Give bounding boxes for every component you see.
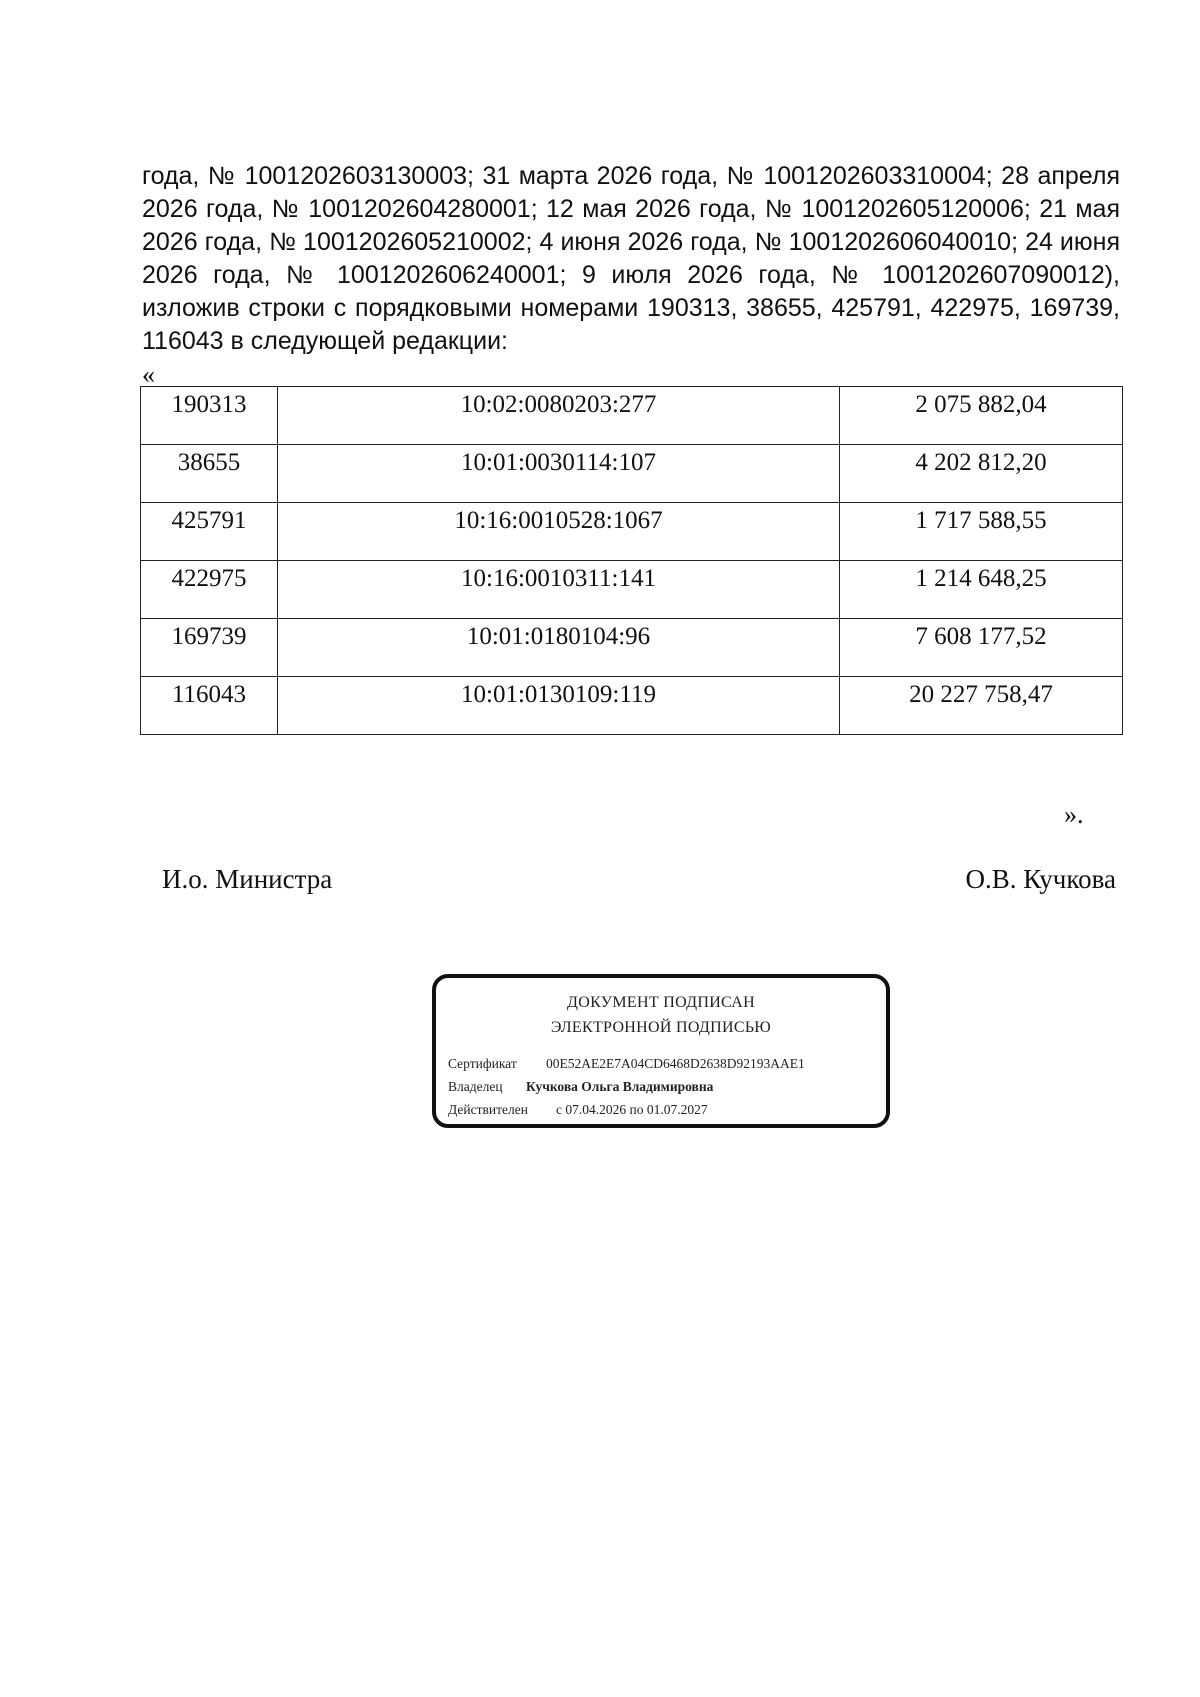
signatory-title: И.о. Министра xyxy=(162,864,333,894)
table-row xyxy=(141,503,1123,561)
stamp-heading-line1: ДОКУМЕНТ ПОДПИСАН xyxy=(567,994,755,1011)
certificate-value: 00E52AE2E7A04CD6468D2638D92193AAE1 xyxy=(546,1056,805,1071)
cadastral-number: 10:01:0130109:119 xyxy=(278,677,840,735)
closing-quote: ». xyxy=(1064,800,1084,829)
cadastral-number: 10:02:0080203:277 xyxy=(278,387,840,445)
electronic-signature-stamp xyxy=(432,974,890,1128)
cadastral-value: 2 075 882,04 xyxy=(840,387,1123,445)
cadastral-number: 10:16:0010528:1067 xyxy=(278,503,840,561)
valid-from-prefix: с xyxy=(556,1102,562,1117)
cadastral-value: 4 202 812,20 xyxy=(840,445,1123,503)
owner-label: Владелец xyxy=(448,1079,503,1094)
cadastral-value: 1 214 648,25 xyxy=(840,561,1123,619)
cadastral-value: 7 608 177,52 xyxy=(840,619,1123,677)
row-number: 116043 xyxy=(141,677,278,735)
certificate-label: Сертификат xyxy=(448,1056,517,1071)
table-row xyxy=(141,619,1123,677)
table-row xyxy=(141,445,1123,503)
stamp-heading xyxy=(436,990,886,1040)
row-number: 38655 xyxy=(141,445,278,503)
row-number: 425791 xyxy=(141,503,278,561)
signatory-name: О.В. Кучкова xyxy=(965,864,1116,894)
cadastral-value: 20 227 758,47 xyxy=(840,677,1123,735)
stamp-heading-line2: ЭЛЕКТРОННОЙ ПОДПИСЬЮ xyxy=(550,1019,772,1036)
cadastral-number: 10:01:0180104:96 xyxy=(278,619,840,677)
table-row xyxy=(141,387,1123,445)
cadastral-value: 1 717 588,55 xyxy=(840,503,1123,561)
opening-quote: « xyxy=(142,360,155,389)
row-number: 190313 xyxy=(141,387,278,445)
body-paragraph: года, № 1001202603130003; 31 марта 2026 года, № 1001202603310004; 28 апреля 2026 года, № 1001202604280001; 12 мая 2026 года, № 1001202605120006; 21 мая 2026 года, № 1001202605210002; 4 июня 2026 года, № 1001202606040010; 24 июня 2026 года, № 1001202606240001; 9 июля 2026 года, № 1001202607090012), изложив строки с порядковыми номерами 190313, 38655, 425791, 422975, 169739, 116043 в следующей редакции: xyxy=(142,162,1120,355)
stamp-owner-row xyxy=(448,1079,713,1095)
data-table xyxy=(140,386,1123,735)
row-number: 169739 xyxy=(141,619,278,677)
valid-to-prefix: по xyxy=(629,1102,644,1117)
table-row xyxy=(141,677,1123,735)
cadastral-number: 10:16:0010311:141 xyxy=(278,561,840,619)
stamp-validity-row xyxy=(448,1102,708,1118)
stamp-certificate-row xyxy=(448,1056,805,1072)
cadastral-number: 10:01:0030114:107 xyxy=(278,445,840,503)
valid-to-date: 01.07.2027 xyxy=(646,1102,708,1117)
valid-label: Действителен xyxy=(448,1102,528,1117)
table-row xyxy=(141,561,1123,619)
owner-value: Кучкова Ольга Владимировна xyxy=(526,1079,714,1094)
row-number: 422975 xyxy=(141,561,278,619)
valid-from-date: 07.04.2026 xyxy=(565,1102,627,1117)
